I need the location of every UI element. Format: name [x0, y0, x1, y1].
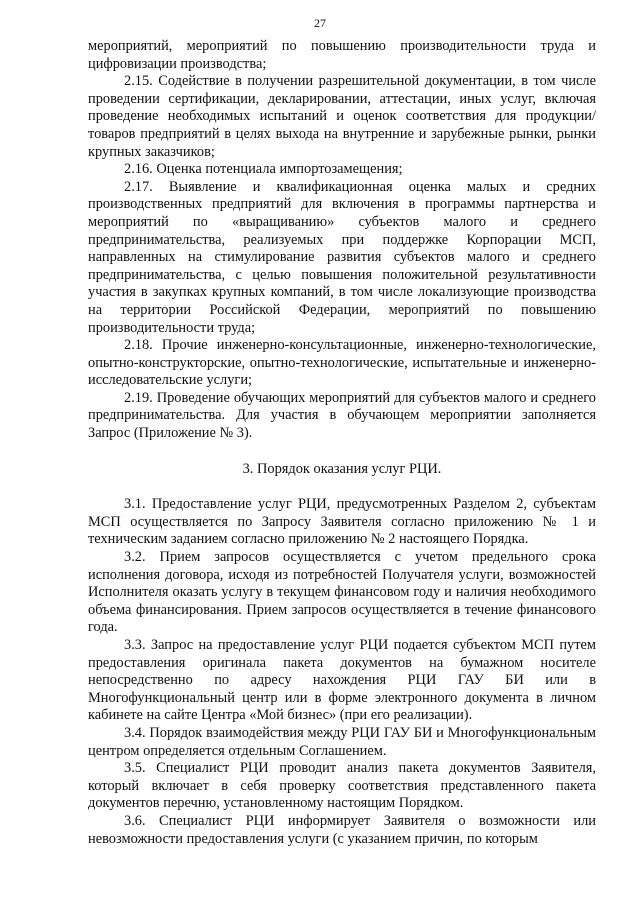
- paragraph: 2.18. Прочие инженерно-консультационные, инженерно-технологические, опытно-конструкторские, опытно-технологические, испытательные и инженерно-исследовательские услуги;: [88, 337, 596, 389]
- paragraph: 3.5. Специалист РЦИ проводит анализ пакета документов Заявителя, который включает в себя проверку соответствия представленного пакета документов перечню, установленному настоящим Порядком.: [88, 760, 596, 812]
- paragraph: 3.1. Предоставление услуг РЦИ, предусмотренных Разделом 2, субъектам МСП осуществляется по Запросу Заявителя согласно приложению № 1 и техническим заданием согласно приложению № 2 настоящего Порядка.: [88, 496, 596, 548]
- paragraph: 3.3. Запрос на предоставление услуг РЦИ подается субъектом МСП путем предоставления оригинала пакета документов на бумажном носителе непосредственно по адресу нахождения РЦИ ГАУ БИ или в Многофункциональный центр или в форме электронного документа в личном кабинете на сайте Центра «Мой бизнес» (при его реализации).: [88, 637, 596, 724]
- paragraph: 2.15. Содействие в получении разрешительной документации, в том числе проведении сертификации, декларировании, аттестации, иных услуг, включая проведение необходимых испытаний и оценок соответствия для продукции/товаров предприятий в целях выхода на внутренние и зарубежные рынки, рынки крупных заказчиков;: [88, 73, 596, 160]
- paragraphs-before-heading: [88, 38, 596, 443]
- paragraph: 2.16. Оценка потенциала импортозамещения;: [124, 161, 403, 178]
- paragraph: 2.19. Проведение обучающих мероприятий для субъектов малого и среднего предпринимательства. Для участия в обучающем мероприятии заполняется Запрос (Приложение № 3).: [88, 389, 596, 442]
- paragraph: 3.2. Прием запросов осуществляется с учетом предельного срока исполнения договора, исходя из потребностей Получателя услуги, возможностей Исполнителя оказать услугу в текущем финансовом году и наличия необходимого объема финансирования. Прием запросов осуществляется в течение финансового года.: [88, 549, 596, 636]
- paragraph: 2.17. Выявление и квалификационная оценка малых и средних производственных предприятий для включения в программы партнерства и мероприятий по «выращиванию» субъектов малого и среднего предпринимательства, реализуемых при поддержке Корпорации МСП, направленных на стимулирование развития субъектов малого и среднего предпринимательства, с целью повышения положительной результативности участия в закупках крупных компаний, в том числе локализующие производства на территории Российской Федерации, мероприятий по повышению производительности труда;: [88, 178, 596, 336]
- paragraph: 3.4. Порядок взаимодействия между РЦИ ГАУ БИ и Многофункциональным центром определяется отдельным Соглашением.: [88, 724, 596, 759]
- page-number: 27: [314, 16, 326, 30]
- paragraph: 3.6. Специалист РЦИ информирует Заявителя о возможности или невозможности предоставления услуги (с указанием причин, по которым: [88, 812, 596, 847]
- paragraph: мероприятий, мероприятий по повышению производительности труда и цифровизации производства;: [88, 38, 596, 72]
- page-body: [88, 38, 596, 848]
- section-heading: 3. Порядок оказания услуг РЦИ.: [242, 460, 442, 477]
- paragraphs-after-heading: [88, 496, 596, 848]
